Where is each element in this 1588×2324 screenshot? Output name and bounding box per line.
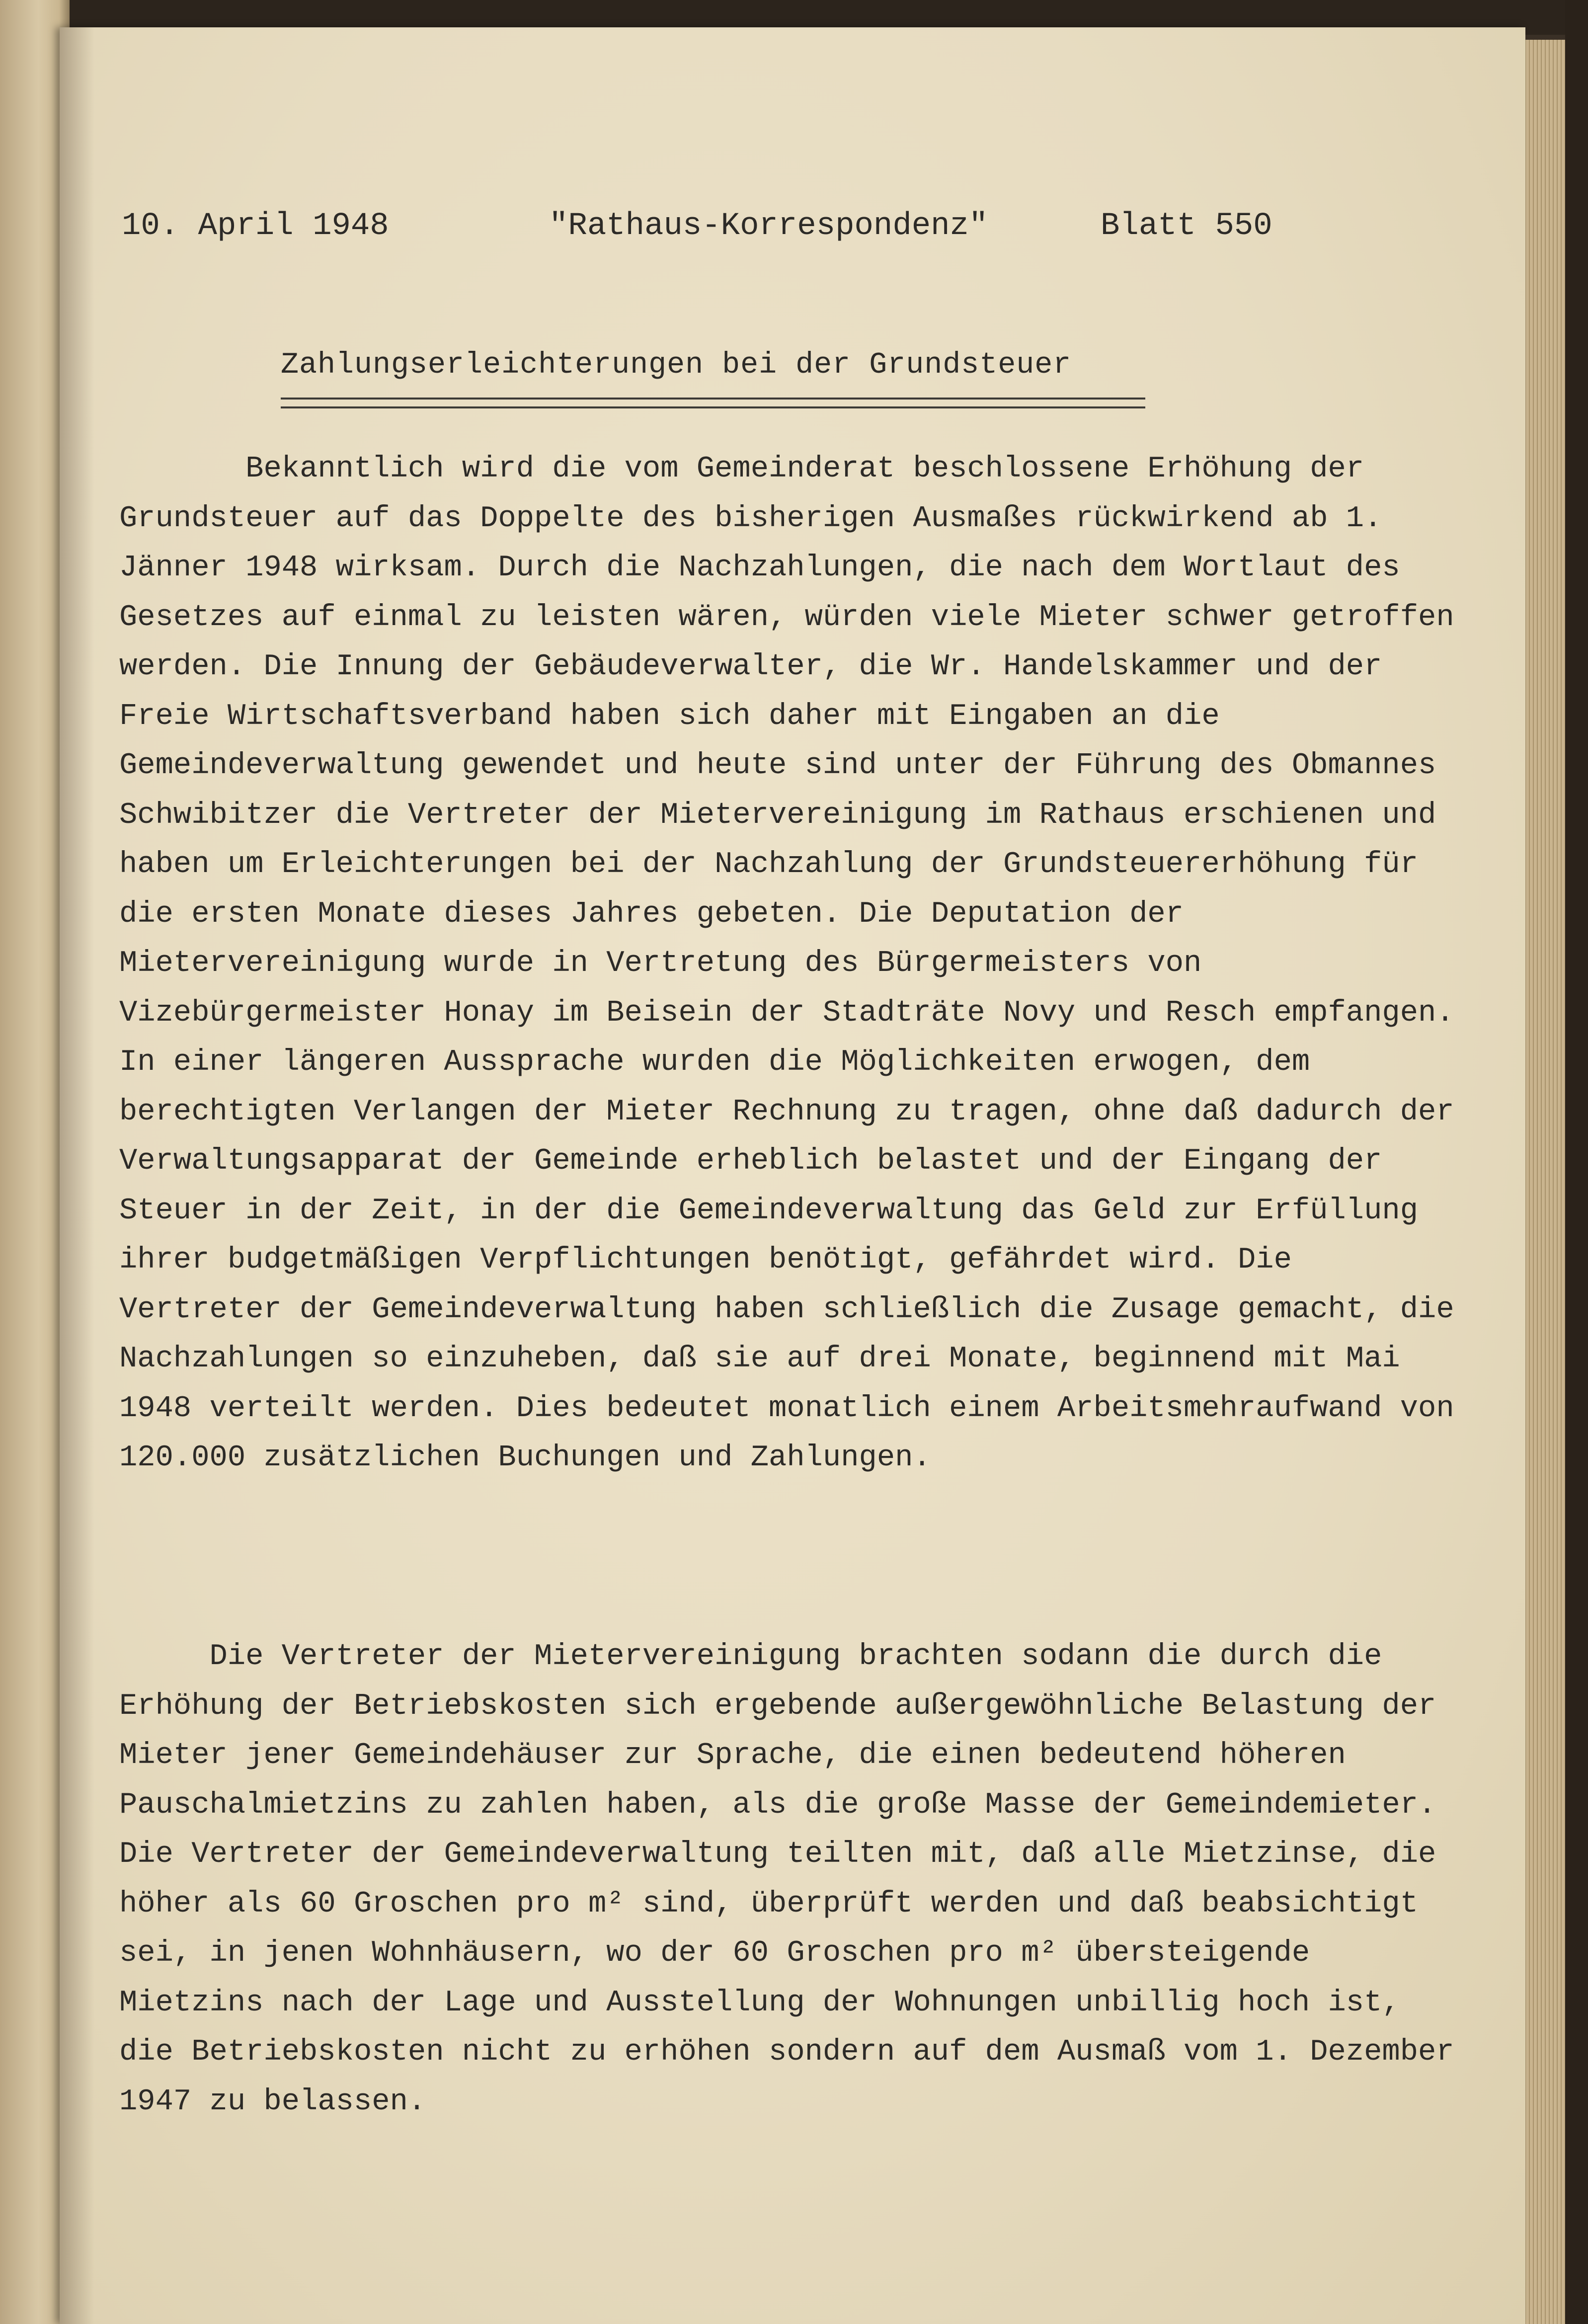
header-sheet-number: Blatt 550 <box>1101 208 1272 244</box>
header-publication: "Rathaus-Korrespondenz" <box>549 208 988 244</box>
header-date: 10. April 1948 <box>122 208 389 244</box>
gutter-shadow <box>60 27 94 2324</box>
article-paragraph-1: Bekanntlich wird die vom Gemeinderat beschlossene Erhöhung der Grundsteuer auf das Doppelte des bisherigen Ausmaßes rückwirkend ab 1. Jänner 1948 wirksam. Durch die Nachzahlungen, die nach dem Wortlaut des Gesetzes auf einmal zu leisten wären, würden viele Mieter schwer getroffen werden. Die Innung der Gebäudeverwalter, die Wr. Handelskammer und der Freie Wirtschaftsverband haben sich daher mit Eingaben an die Gemeindeverwaltung gewendet und heute sind unter der Führung des Obmannes Schwibitzer die Vertreter der Mietervereinigung im Rathaus erschienen und haben um Erleichterungen bei der Nachzahlung der Grundsteuererhöhung für die ersten Monate dieses Jahres gebeten. Die Deputation der Mietervereinigung wurde in Vertretung des Bürgermeisters von Vizebürgermeister Honay im Beisein der Stadträte Novy und Resch empfangen. In einer längeren Aussprache wurden die Möglichkeiten erwogen, dem berechtigten Verlangen der Mieter Rechnung zu tragen, ohne daß dadurch der Verwaltungsapparat der Gemeinde erheblich belastet und der Eingang der Steuer in der Zeit, in der die Gemeindeverwaltung das Geld zur Erfüllung ihrer budgetmäßigen Verpflichtungen benötigt, gefährdet wird. Die Vertreter der Gemeindeverwaltung haben schließlich die Zusage gemacht, die Nachzahlungen so einzuheben, daß sie auf drei Monate, beginnend mit Mai 1948 verteilt werden. Dies bedeutet monatlich einem Arbeitsmehraufwand von 120.000 zusätzlichen Buchungen und Zahlungen. <box>119 452 1472 1475</box>
article-title: Zahlungserleichterungen bei der Grundsteuer <box>281 348 1072 382</box>
page-header <box>122 199 1314 253</box>
title-double-underline <box>281 398 1145 408</box>
left-page-edge <box>0 0 70 2324</box>
background-right-strip <box>1565 0 1588 2324</box>
article-paragraph-2: Die Vertreter der Mietervereinigung brachten sodann die durch die Erhöhung der Betriebskosten sich ergebende außergewöhnliche Belastung der Mieter jener Gemeindehäuser zur Sprache, die einen bedeutend höheren Pauschalmietzins zu zahlen haben, als die große Masse der Gemeindemieter. Die Vertreter der Gemeindeverwaltung teilten mit, daß alle Mietzinse, die höher als 60 Groschen pro m² sind, überprüft werden und daß beabsichtigt sei, in jenen Wohnhäusern, wo der 60 Groschen pro m² übersteigende Mietzins nach der Lage und Ausstellung der Wohnungen unbillig hoch ist, die Betriebskosten nicht zu erhöhen sondern auf dem Ausmaß vom 1. Dezember 1947 zu belassen. <box>119 1640 1472 2119</box>
document-page <box>60 27 1525 2324</box>
typed-document <box>60 27 1525 2324</box>
